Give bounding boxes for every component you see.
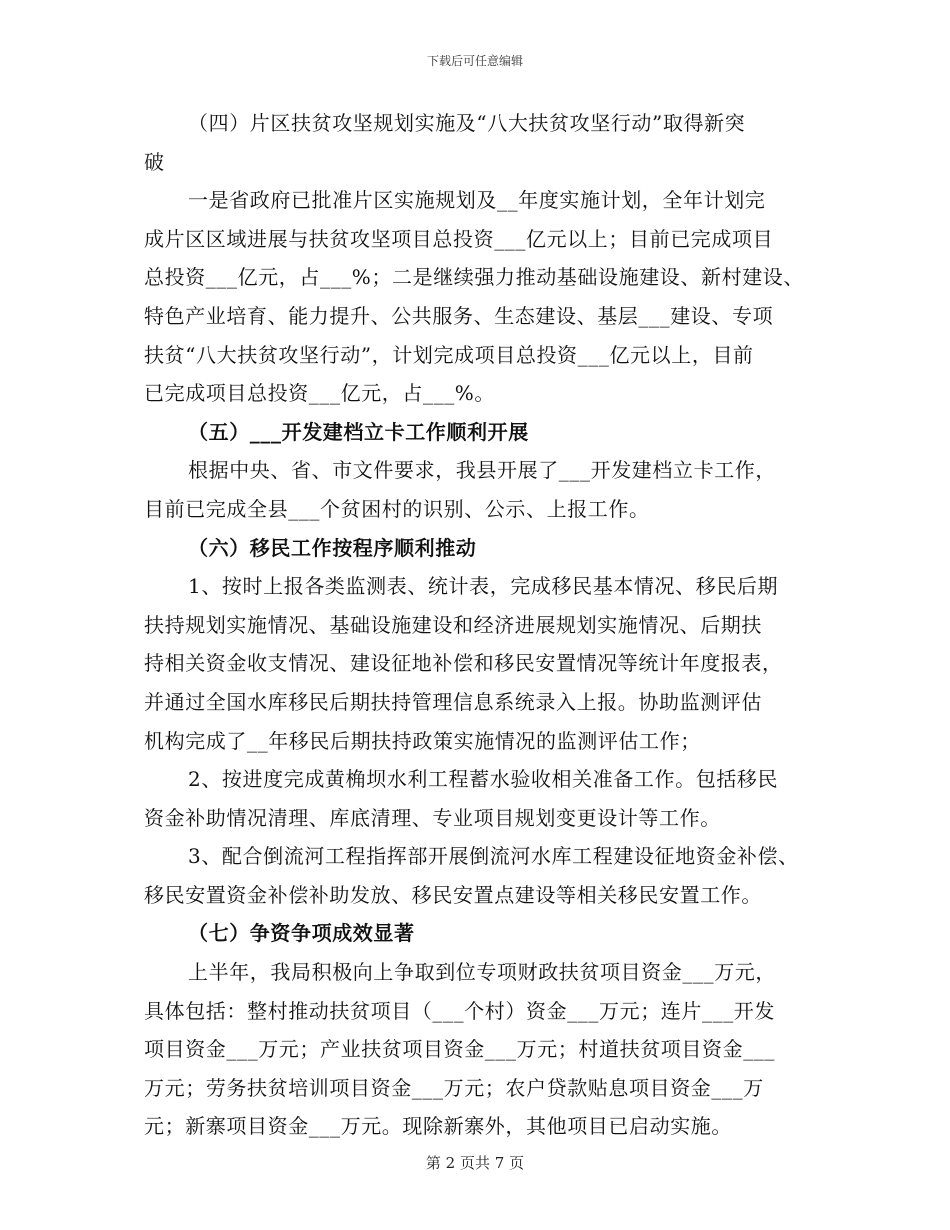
- paragraph-line: 并通过全国水库移民后期扶持管理信息系统录入上报。协助监测评估: [144, 689, 762, 714]
- paragraph-line: 机构完成了__年移民后期扶持政策实施情况的监测评估工作；: [144, 728, 701, 753]
- section-heading: （六）移民工作按程序顺利推动: [188, 535, 477, 560]
- paragraph-line: 2、按进度完成黄桷坝水利工程蓄水验收相关准备工作。包括移民: [188, 767, 779, 792]
- section-heading: （七）争资争项成效显著: [188, 921, 415, 946]
- paragraph-line: 移民安置资金补偿补助发放、移民安置点建设等相关移民安置工作。: [144, 882, 762, 907]
- paragraph-line: 资金补助情况清理、库底清理、专业项目规划变更设计等工作。: [144, 805, 721, 830]
- page-footer: 第 2 页共 7 页: [425, 1154, 525, 1172]
- paragraph-line: 目前已完成全县___个贫困村的识别、公示、上报工作。: [144, 496, 650, 521]
- paragraph-line: 扶贫“八大扶贫攻坚行动”，计划完成项目总投资___亿元以上，目前: [144, 342, 754, 367]
- paragraph-line: 已完成项目总投资___亿元，占___%。: [144, 381, 496, 406]
- paragraph-line: 一是省政府已批准片区实施规划及__年度实施计划，全年计划完: [188, 188, 766, 213]
- section-heading: （五）___开发建档立卡工作顺利开展: [188, 419, 529, 444]
- paragraph-line: 万元；劳务扶贫培训项目资金___万元；农户贷款贴息项目资金___万: [144, 1075, 764, 1100]
- paragraph-line: 破: [144, 149, 165, 174]
- paragraph-line: 特色产业培育、能力提升、公共服务、生态建设、基层___建设、专项: [144, 303, 774, 328]
- paragraph-line: 持相关资金收支情况、建设征地补偿和移民安置情况等统计年度报表，: [144, 651, 783, 676]
- document-body: [144, 104, 834, 1146]
- page-header: 下载后可任意编辑: [426, 54, 523, 68]
- paragraph-line: 根据中央、省、市文件要求，我县开展了___开发建档立卡工作，: [188, 458, 776, 483]
- paragraph-line: 扶持规划实施情况、基础设施建设和经济进展规划实施情况、后期扶: [144, 612, 762, 637]
- paragraph-line: 元；新寨项目资金___万元。现除新寨外，其他项目已启动实施。: [144, 1114, 732, 1139]
- paragraph-line: 1、按时上报各类监测表、统计表，完成移民基本情况、移民后期: [188, 574, 779, 599]
- paragraph-line: 成片区区域进展与扶贫攻坚项目总投资___亿元以上；目前已完成项目: [144, 226, 774, 251]
- paragraph-line: 上半年，我局积极向上争取到位专项财政扶贫项目资金___万元，: [188, 960, 776, 985]
- paragraph-line: 具体包括：整村推动扶贫项目（___个村）资金___万元；连片___开发: [144, 998, 775, 1023]
- paragraph-line: 总投资___亿元，占___%；二是继续强力推动基础设施建设、新村建设、: [144, 265, 805, 290]
- paragraph-line: （四）片区扶贫攻坚规划实施及“八大扶贫攻坚行动”取得新突: [188, 111, 746, 135]
- paragraph-line: 项目资金___万元；产业扶贫项目资金___万元；村道扶贫项目资金___: [144, 1037, 775, 1062]
- paragraph-line: 3、配合倒流河工程指挥部开展倒流河水库工程建设征地资金补偿、: [188, 844, 799, 869]
